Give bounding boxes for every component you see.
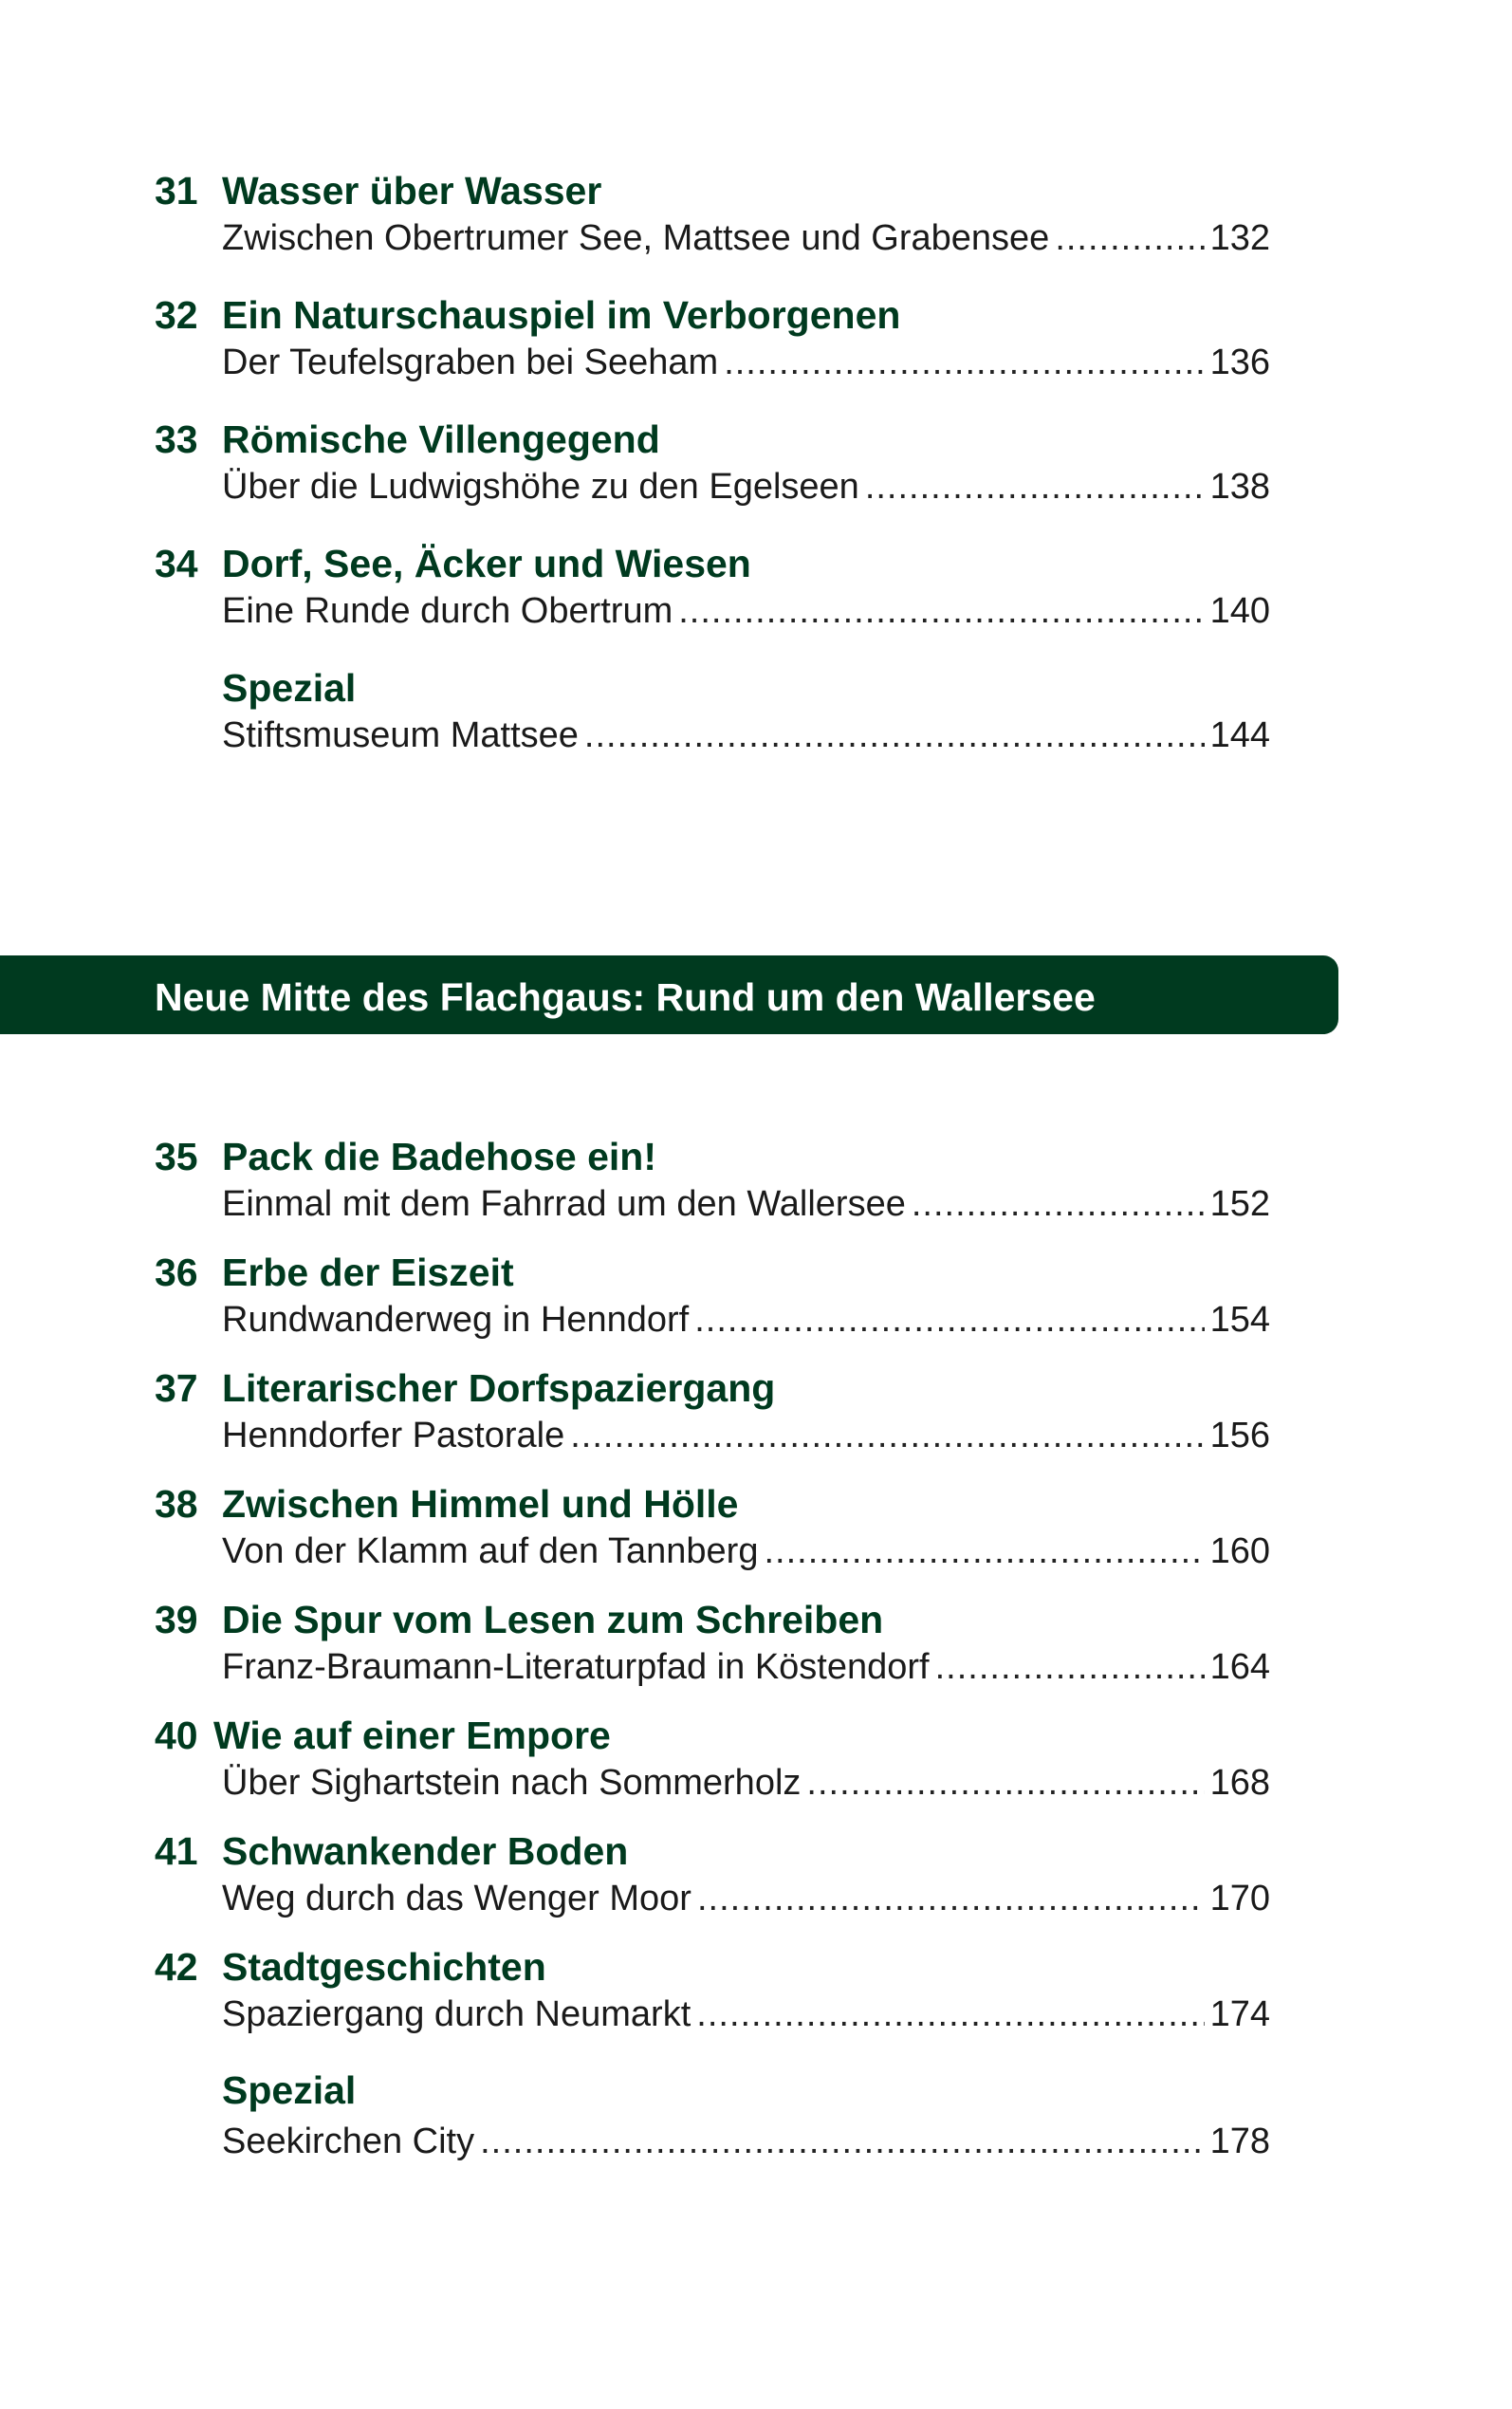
entry-title: Die Spur vom Lesen zum Schreiben xyxy=(222,1598,884,1641)
entry-subtitle: Seekirchen City xyxy=(222,2122,475,2161)
entry-number: 40 xyxy=(155,1714,198,1757)
entry-page-number: 178 xyxy=(1209,2122,1270,2161)
entry-page-number: 170 xyxy=(1209,1879,1270,1918)
entry-number: 38 xyxy=(155,1482,198,1526)
entry-subtitle: Spaziergang durch Neumarkt xyxy=(222,1994,691,2034)
toc-entry-31[interactable] xyxy=(155,169,1270,293)
chapter-title: Neue Mitte des Flachgaus: Rund um den Wallersee xyxy=(155,975,1096,1019)
entry-title: Spezial xyxy=(222,666,357,710)
entry-subtitle: Einmal mit dem Fahrrad um den Wallersee xyxy=(222,1184,906,1224)
entry-subtitle: Weg durch das Wenger Moor xyxy=(222,1879,691,1918)
entry-page-number: 160 xyxy=(1209,1531,1270,1571)
leader-dots xyxy=(584,715,1205,756)
entry-subtitle: Über Sighartstein nach Sommerholz xyxy=(222,1763,802,1803)
entry-number: 31 xyxy=(155,169,198,213)
toc-entry-special[interactable] xyxy=(155,666,1270,790)
leader-dots xyxy=(480,2122,1204,2162)
toc-entry-37[interactable] xyxy=(155,1366,1270,1482)
entry-title: Zwischen Himmel und Hölle xyxy=(222,1482,739,1526)
leader-dots xyxy=(764,1531,1204,1572)
entry-page-number: 136 xyxy=(1209,343,1270,382)
leader-dots xyxy=(935,1647,1205,1688)
entry-page-number: 132 xyxy=(1209,218,1270,258)
toc-entry-41[interactable] xyxy=(155,1829,1270,1945)
entry-title: Römische Villengegend xyxy=(222,417,660,461)
entry-page-number: 164 xyxy=(1209,1647,1270,1687)
entry-number: 37 xyxy=(155,1366,198,1410)
entry-title: Stadtgeschichten xyxy=(222,1945,546,1989)
entry-number: 41 xyxy=(155,1829,198,1873)
leader-dots xyxy=(806,1763,1204,1804)
entry-number: 42 xyxy=(155,1945,198,1989)
entry-title: Dorf, See, Äcker und Wiesen xyxy=(222,542,751,585)
entry-page-number: 156 xyxy=(1209,1416,1270,1455)
entry-page-number: 140 xyxy=(1209,591,1270,631)
entry-subtitle: Über die Ludwigshöhe zu den Egelseen xyxy=(222,467,859,507)
entry-subtitle: Zwischen Obertrumer See, Mattsee und Grabensee xyxy=(222,218,1050,258)
leader-dots xyxy=(678,591,1204,632)
entry-subtitle: Der Teufelsgraben bei Seeham xyxy=(222,343,719,382)
entry-page-number: 138 xyxy=(1209,467,1270,507)
entry-number: 32 xyxy=(155,293,198,337)
toc-entry-32[interactable] xyxy=(155,293,1270,417)
entry-page-number: 152 xyxy=(1209,1184,1270,1224)
toc-entry-33[interactable] xyxy=(155,417,1270,542)
entry-title: Ein Naturschauspiel im Verborgenen xyxy=(222,293,901,337)
entry-page-number: 154 xyxy=(1209,1300,1270,1340)
entry-subtitle: Von der Klamm auf den Tannberg xyxy=(222,1531,759,1571)
chapter-banner xyxy=(0,955,1338,1034)
toc-entry-special[interactable] xyxy=(155,2068,1270,2184)
entry-title: Schwankender Boden xyxy=(222,1829,629,1873)
toc-entry-42[interactable] xyxy=(155,1945,1270,2061)
entry-subtitle: Rundwanderweg in Henndorf xyxy=(222,1300,690,1340)
entry-title: Spezial xyxy=(222,2068,357,2112)
entry-page-number: 144 xyxy=(1209,715,1270,755)
entry-number: 39 xyxy=(155,1598,198,1641)
entry-title: Literarischer Dorfspaziergang xyxy=(222,1366,776,1410)
entry-number: 35 xyxy=(155,1135,198,1178)
leader-dots xyxy=(694,1300,1204,1341)
entry-number: 34 xyxy=(155,542,198,585)
toc-entry-38[interactable] xyxy=(155,1482,1270,1598)
toc-entry-40[interactable] xyxy=(155,1714,1270,1829)
entry-title: Wie auf einer Empore xyxy=(213,1714,611,1757)
toc-entry-36[interactable] xyxy=(155,1251,1270,1366)
toc-entry-35[interactable] xyxy=(155,1135,1270,1251)
entry-subtitle: Franz-Braumann-Literaturpfad in Köstendorf xyxy=(222,1647,930,1687)
entry-page-number: 174 xyxy=(1209,1994,1270,2034)
leader-dots xyxy=(865,467,1205,508)
leader-dots xyxy=(1055,218,1204,259)
leader-dots xyxy=(570,1416,1204,1456)
toc-entry-34[interactable] xyxy=(155,542,1270,666)
leader-dots xyxy=(696,1994,1204,2035)
toc-section-1 xyxy=(155,169,1270,790)
entry-subtitle: Stiftsmuseum Mattsee xyxy=(222,715,579,755)
entry-number: 33 xyxy=(155,417,198,461)
toc-section-2 xyxy=(155,1135,1270,2184)
entry-number: 36 xyxy=(155,1251,198,1294)
leader-dots xyxy=(697,1879,1205,1919)
entry-subtitle: Eine Runde durch Obertrum xyxy=(222,591,673,631)
entry-subtitle: Henndorfer Pastorale xyxy=(222,1416,565,1455)
leader-dots xyxy=(724,343,1204,383)
entry-title: Pack die Badehose ein! xyxy=(222,1135,657,1178)
entry-page-number: 168 xyxy=(1209,1763,1270,1803)
leader-dots xyxy=(912,1184,1205,1225)
entry-title: Erbe der Eiszeit xyxy=(222,1251,514,1294)
toc-entry-39[interactable] xyxy=(155,1598,1270,1714)
entry-title: Wasser über Wasser xyxy=(222,169,602,213)
